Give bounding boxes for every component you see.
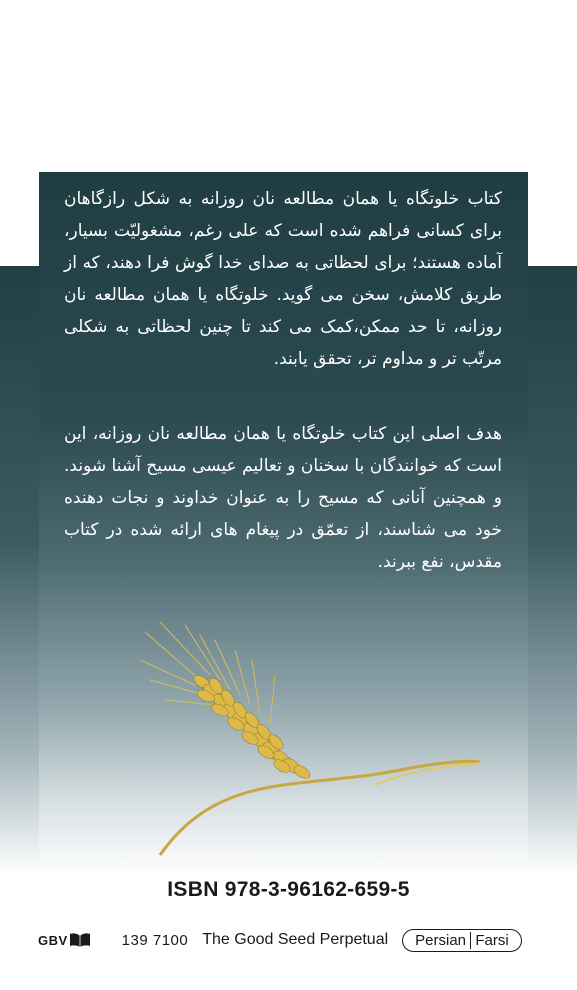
product-code: 139 7100 (121, 931, 189, 949)
wheat-ear-icon (140, 620, 500, 860)
description-paragraph-1: کتاب خلوتگاه یا همان مطالعه نان روزانه به شکل رازگاهان برای کسانی فراهم شده است که علی رغم، مشغولیّت بسیار، آماده هستند؛ برای لحظاتی به صدای خدا گوش فرا دهند، که از طریق کلامش، سخن می گوید. خلوتگاه یا همان مطالعه نان روزانه، تا حد ممکن،کمک می کند تا چنین لحظاتی به شکلی مرتّب تر و مداوم تر، تحقق یابند. (64, 189, 502, 369)
publisher-name: GBV (38, 932, 68, 948)
footer-bar (38, 925, 522, 955)
language-divider (470, 932, 471, 949)
language-persian: Persian (415, 931, 467, 949)
description-paragraph-2: هدف اصلی این کتاب خلوتگاه یا همان مطالعه نان روزانه، این است که خوانندگان با سخنان و تعالیم عیسی مسیح آشنا شوند. و همچنین آنانی که مسیح را به عنوان خداوند و نجات دهنده خود می شناسند، از تعمّق در پیغام های ارائه شده در کتاب مقدس، نفع ببرند. (64, 424, 502, 572)
publisher-logo (38, 933, 90, 948)
language-badge (402, 929, 522, 952)
open-book-icon (70, 933, 90, 947)
language-farsi: Farsi (475, 931, 509, 949)
isbn-number: ISBN 978-3-96162-659-5 (167, 878, 410, 901)
series-title: The Good Seed Perpetual (202, 931, 389, 948)
